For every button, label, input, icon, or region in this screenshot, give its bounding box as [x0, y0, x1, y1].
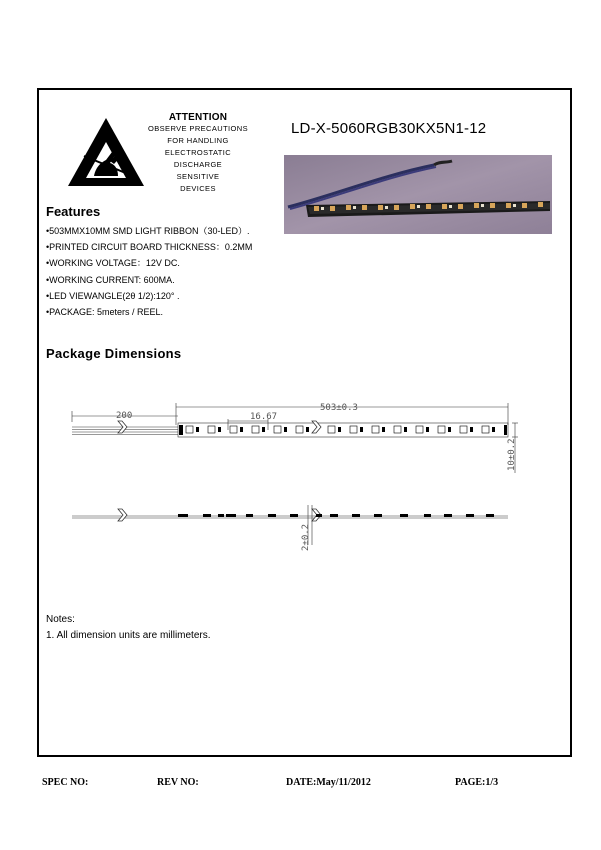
esd-warning-icon [66, 116, 146, 190]
feature-item: •WORKING VOLTAGE：12V DC. [46, 258, 180, 269]
notes-heading: Notes: [46, 614, 75, 625]
features-list [46, 223, 252, 320]
note-item: 1. All dimension units are millimeters. [46, 630, 211, 641]
pitch-label: 16.67 [250, 412, 278, 422]
feature-item: •LED VIEWANGLE(2θ 1/2):120° . [46, 290, 180, 301]
rev-no-label: REV NO: [157, 777, 199, 788]
feature-item: •WORKING CURRENT: 600MA. [46, 274, 175, 285]
feature-item: •PRINTED CIRCUIT BOARD THICKNESS：0.2MM [46, 242, 253, 253]
attention-line: DEVICES [180, 184, 216, 193]
features-heading: Features [46, 204, 101, 219]
attention-line: FOR HANDLING [167, 136, 229, 145]
package-dimension-drawing [68, 395, 528, 555]
feature-item: •PACKAGE: 5meters / REEL. [46, 306, 164, 317]
attention-line: OBSERVE PRECAUTIONS [148, 124, 248, 133]
page-label: PAGE:1/3 [455, 777, 499, 788]
total-length-label: 503±0.3 [320, 403, 358, 413]
attention-line: SENSITIVE [176, 172, 220, 181]
wire-length-label: 200 [116, 411, 133, 421]
feature-item: •503MMX10MM SMD LIGHT RIBBON（30-LED）. [46, 226, 250, 236]
spec-no-label: SPEC NO: [42, 777, 89, 788]
thickness-label: 2±0.2 [301, 523, 311, 551]
product-photo [284, 155, 552, 234]
attention-line: DISCHARGE [173, 160, 223, 169]
attention-title: ATTENTION [168, 112, 228, 123]
width-label: 10±0.2 [507, 438, 517, 471]
part-number: LD-X-5060RGB30KX5N1-12 [291, 120, 487, 137]
attention-line: ELECTROSTATIC [164, 148, 232, 157]
attention-block [143, 112, 253, 195]
package-dimensions-heading: Package Dimensions [46, 346, 182, 361]
date-label: DATE:May/11/2012 [286, 777, 371, 788]
